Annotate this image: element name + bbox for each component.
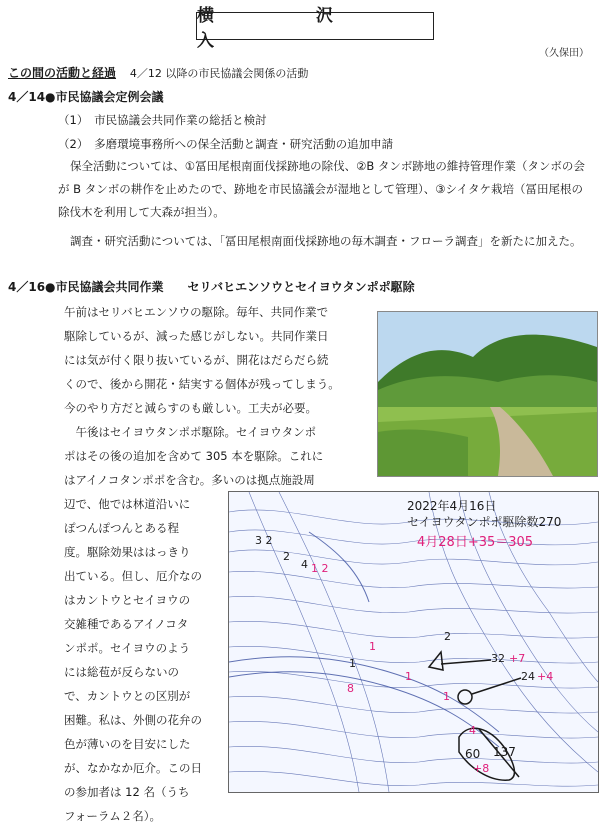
map-label: 1 (405, 670, 412, 683)
map-label: +7 (509, 652, 526, 665)
contour-map (229, 492, 598, 792)
text-line: には気が付く限り抜いているが、開花はだらだら続 (64, 353, 329, 367)
meeting-paragraph-1: 保全活動については、①冨田尾根南面伐採跡地の除伐、②B タンボ跡地の維持管理作業（タンボの会が B タンボの耕作を止めたので、跡地を市民協議会が湿地として管理）、③シイタケ栽培（冨田尾根の除伐木を利用して大森が担当）。 (58, 159, 585, 219)
map-date: 2022年4月16日 (407, 499, 497, 513)
text-line: フォーラム２名）。 (64, 809, 162, 823)
text-line: には総苞が反らないの (64, 665, 179, 679)
text-line: はカントウとセイヨウの (64, 593, 191, 607)
text-line: 度。駆除効果ははっきり (64, 545, 191, 559)
work-text-narrow (64, 492, 224, 828)
section-label: この間の活動と経過 (8, 66, 117, 80)
text-line: 今のやり方だと減らすのも厳しい。工夫が必要。 (64, 401, 317, 415)
map-label: 8 (347, 682, 354, 695)
work-heading: 4／16●市民協議会共同作業 セリバヒエンソウとセイヨウタンポポ駆除 (8, 280, 415, 294)
text-line: で、カントウとの区別が (64, 689, 191, 703)
text-line: はアイノコタンポポを含む。多いのは拠点施設周 (64, 473, 315, 487)
text-line: ンポポ。セイヨウのよう (64, 641, 191, 655)
map-total: 4月28日+35＝305 (417, 535, 534, 550)
map-label: 2 (444, 630, 451, 643)
text-line: 色が薄いのを目安にした (64, 737, 191, 751)
text-line: 辺で、他では林道沿いに (64, 497, 191, 511)
meeting-heading: 4／14●市民協議会定例会議 (8, 90, 164, 104)
meeting-item-2: （2） 多磨環境事務所への保全活動と調査・研究活動の追加申請 (58, 137, 394, 151)
meadow-photo-image (378, 312, 597, 476)
map-label: 1 2 (311, 562, 329, 575)
tanpopo-map (228, 491, 599, 793)
map-label: 137 (493, 745, 516, 759)
map-label: 3 2 (255, 534, 273, 547)
section-subtitle: 4／12 以降の市民協議会関係の活動 (129, 67, 309, 80)
meeting-paragraph-2: 調査・研究活動については、「冨田尾根南面伐採跡地の毎木調査・フローラ調査」を新たに加えた。 (70, 234, 582, 248)
title-box (196, 6, 434, 51)
text-line: ポはその後の追加を含めて 305 本を駆除。これに (64, 449, 324, 463)
meeting-item-1: （1） 市民協議会共同作業の総括と検討 (58, 113, 267, 127)
text-line: の参加者は 12 名（うち (64, 785, 190, 799)
map-label: +4 (537, 670, 554, 683)
text-line: 午後はセイヨウタンポポ駆除。セイヨウタンポ (64, 425, 317, 439)
meadow-photo (377, 311, 598, 477)
text-line: が、なかなか厄介。この日 (64, 761, 202, 775)
map-label: 32 (491, 652, 505, 665)
map-label: 60 (465, 747, 481, 761)
text-line: 駆除しているが、減った感じがしない。共同作業日 (64, 329, 329, 343)
text-line: 午前はセリバヒエンソウの駆除。毎年、共同作業で (64, 305, 329, 319)
map-label: 4 (301, 558, 308, 571)
section-heading (8, 64, 308, 81)
map-label: 2 (283, 550, 290, 563)
text-line: くので、後から開花・結実する個体が残ってしまう。 (64, 377, 340, 391)
map-label: 1 (349, 657, 356, 670)
work-text-top (64, 300, 374, 492)
map-label: 1 (443, 690, 450, 703)
text-line: 交雑種であるアイノコタ (64, 617, 189, 631)
map-label: +8 (473, 762, 490, 775)
text-line: 出ている。但し、厄介なの (64, 569, 202, 583)
map-count: セイヨウタンポポ駆除数270 (407, 515, 562, 529)
map-label: 24 (521, 670, 535, 683)
author: （久保田） (539, 48, 589, 59)
text-line: 困難。私は、外側の花弁の (64, 713, 202, 727)
text-line: ぽつんぽつんとある程 (64, 521, 179, 535)
map-label: 4 (469, 724, 476, 737)
page-title: 横 沢 入 (197, 6, 381, 51)
map-label: 1 (369, 640, 376, 653)
